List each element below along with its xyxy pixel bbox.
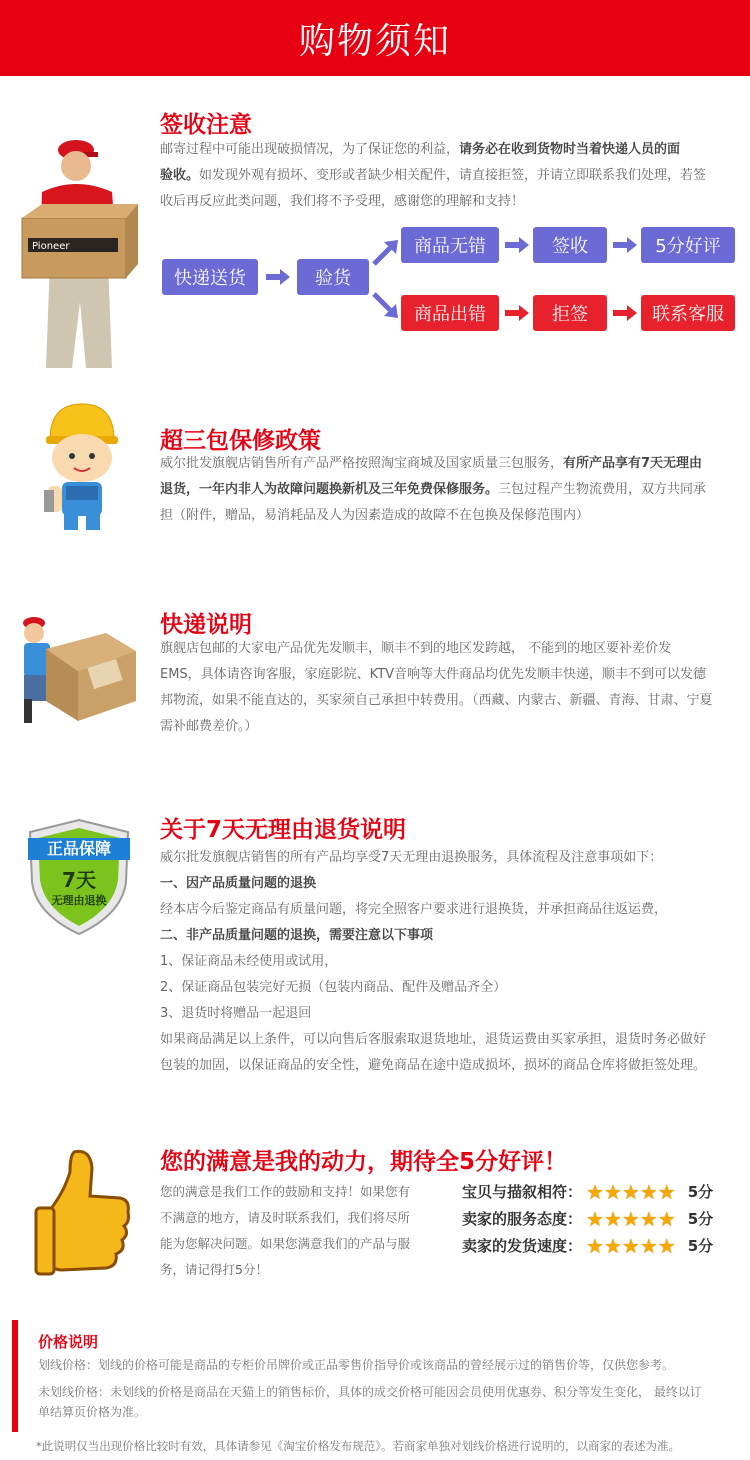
star-icon: ★ — [586, 1233, 604, 1258]
star-icon: ★ — [603, 1206, 622, 1231]
star-icon: ★ — [657, 1179, 676, 1204]
arrow-right-icon — [505, 235, 531, 255]
price-accent-bar — [12, 1320, 18, 1432]
rating-shipping: 卖家的发货速度： ★ ★ ★ ★ ★ 5分 — [462, 1233, 714, 1258]
flow-delivery: 快递送货 — [162, 259, 258, 295]
warranty-text: 威尔批发旗舰店销售所有产品严格按照淘宝商城及国家质量三包服务，有所产品享有7天无理由 退货，一年内非人为故障问题换新机及三年免费保修服务。三包过程产生物流费用，双方共同承 担（附件，赠品，易消耗品及人为因素造成的故障不在包换及保修范围内） — [160, 456, 707, 523]
flow-error: 商品出错 — [401, 295, 499, 331]
signing-text: 邮寄过程中可能出现破损情况，为了保证您的利益，请务必在收到货物时当着快递人员的面 验收。如发现外观有损坏、变形或者缺少相关配件，请直接拒签，并请立即联系我们处理，若签 收后再反应此类问题，我们将不予受理，感谢您的理解和支持！ — [160, 142, 707, 209]
returns-text: 威尔批发旗舰店销售的所有产品均享受7天无理由退换服务，具体流程及注意事项如下： 一、因产品质量问题的退换 经本店今后鉴定商品有质量问题，将完全照客户要求进行退换货，并承担商品往返运费， 二、非产品质量问题的退换，需要注意以下事项 1、保证商品未经使用或试用， 2、保证商品包装完好无损（包装内商品、配件及赠品齐全） 3、退货时将赠品一起退回 如果商品满足以上条件，可以向售后客服索取退货地址，退货运费由买家承担，退货时务必做好 包装的加固，以保证商品的安全性，避免商品在途中造成损坏，损坏的商品仓库将做拒签处理。 — [160, 850, 707, 1073]
satisfaction-text: 您的满意是我们工作的鼓励和支持！如果您有 不满意的地方，请及时联系我们，我们将尽所 能为您解决问题。如果您满意我们的产品与服 务，请记得打5分！ — [160, 1184, 411, 1277]
arrow-right-icon — [613, 303, 639, 323]
flow-ok: 商品无错 — [401, 227, 499, 263]
signing-title: 签收注意 — [160, 112, 252, 138]
price-line-regular: 未划线价格：未划线的价格是商品在天猫上的销售标价，具体的成交价格可能因会员使用优惠券、积分等发生变化， 最终以订 单结算页价格为准。 — [38, 1385, 702, 1419]
price-line-strikethrough: 划线价格：划线的价格可能是商品的专柜价吊牌价或正品零售价指导价或该商品的曾经展示过的销售价等，仅供您参考。 — [38, 1358, 675, 1372]
five-star-icons — [586, 1179, 676, 1204]
five-star-icons — [586, 1206, 676, 1231]
thumbs-up-illustration — [34, 1148, 130, 1280]
star-icon: ★ — [639, 1179, 658, 1204]
star-icon: ★ — [586, 1179, 604, 1204]
five-star-icons — [586, 1233, 676, 1258]
svg-text:Pioneer: Pioneer — [32, 241, 70, 252]
warranty-title: 超三包保修政策 — [160, 428, 321, 454]
express-title: 快递说明 — [160, 612, 252, 638]
badge-sub: 无理由退换 — [51, 894, 107, 907]
star-icon: ★ — [657, 1233, 676, 1258]
price-footnote: *此说明仅当出现价格比较时有效，具体请参见《淘宝价格发布规范》。若商家单独对划线价格进行说明的，以商家的表述为准。 — [36, 1439, 680, 1453]
courier-box-illustration — [20, 615, 138, 725]
arrow-right-icon — [266, 267, 292, 287]
page-title: 购物须知 — [298, 20, 451, 62]
arrow-right-icon — [613, 235, 639, 255]
badge-top: 正品保障 — [46, 839, 111, 858]
satisfaction-title: 您的满意是我的动力，期待全5分好评！ — [160, 1149, 568, 1175]
star-icon: ★ — [657, 1206, 676, 1231]
worker-mascot-illustration — [42, 402, 122, 532]
flow-sign: 签收 — [533, 227, 607, 263]
flow-good-review: 5分好评 — [641, 227, 735, 263]
price-title: 价格说明 — [38, 1333, 99, 1351]
star-icon: ★ — [621, 1179, 640, 1204]
rating-description: 宝贝与描叙相符： ★ ★ ★ ★ ★ 5分 — [462, 1179, 714, 1204]
arrow-up-right-icon — [372, 238, 400, 268]
page-header — [0, 0, 750, 76]
flow-contact-service: 联系客服 — [641, 295, 735, 331]
star-icon: ★ — [603, 1233, 622, 1258]
delivery-man-illustration — [20, 132, 140, 372]
star-icon: ★ — [621, 1206, 640, 1231]
badge-days: 7天 — [62, 868, 96, 892]
star-icon: ★ — [639, 1206, 658, 1231]
arrow-down-right-icon — [372, 290, 400, 320]
star-icon: ★ — [639, 1233, 658, 1258]
star-icon: ★ — [603, 1179, 622, 1204]
flow-inspect: 验货 — [297, 259, 369, 295]
guarantee-shield-badge — [26, 818, 132, 936]
returns-title: 关于7天无理由退货说明 — [160, 817, 407, 843]
rating-service: 卖家的服务态度： ★ ★ ★ ★ ★ 5分 — [462, 1206, 714, 1231]
express-text: 旗舰店包邮的大家电产品优先发顺丰，顺丰不到的地区发跨越， 不能到的地区要补差价发 EMS，具体请咨询客服，家庭影院、KTV音响等大件商品均优先发顺丰快递，顺丰不到可以发德 邦物流，如果不能直达的，买家须自己承担中转费用。（西藏、内蒙古、新疆、青海、甘肃、宁夏 需补邮费差价。） — [160, 641, 713, 734]
flow-reject: 拒签 — [533, 295, 607, 331]
arrow-right-icon — [505, 303, 531, 323]
star-icon: ★ — [586, 1206, 604, 1231]
star-icon: ★ — [621, 1233, 640, 1258]
